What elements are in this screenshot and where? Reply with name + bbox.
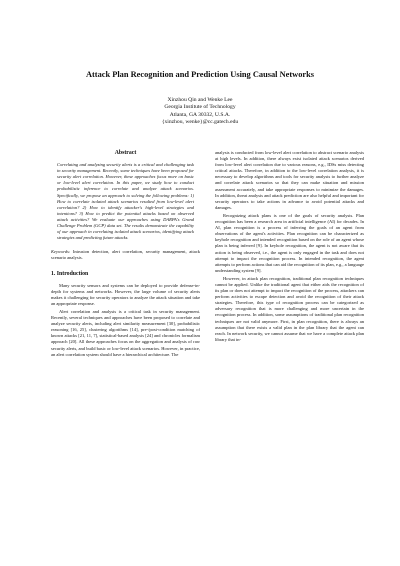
address: Atlanta, GA 30332, U.S.A.	[169, 111, 231, 118]
keywords	[51, 249, 200, 261]
section-heading-introduction: 1. Introduction	[51, 270, 89, 277]
intro-paragraph-2: Alert correlation and analysis is a critical task in security management. Recently, several techniques and approaches have been proposed to correlate and analyze security alerts, including alert similarity measurement [30], probabilistic reasoning [16, 25], clustering algorithms [14], pre-/post-condition matching of known attacks [21, 11, 7], statistical-based analysis [24] and chronicles formalism approach [20]. All these approaches focus on the aggregation and analysis of raw security alerts, and build basic or low-level attack scenarios. However, in practice, an alert correlation system should have a hierarchical architecture. The	[51, 308, 200, 357]
right-column	[215, 150, 364, 345]
email: {xinzhou, wenke}@cc.gatech.edu	[161, 119, 239, 126]
body-paragraph-3: However, in attack plan recognition, traditional plan recognition techniques cannot be applied. Unlike the traditional agent that either aids the recognition of its plan or does not attempt to impact the recognition of the process, attackers can perform activities to escape detection and avoid the recognition of their attack strategies. Therefore, this type of recognition process can be categorized as adversary recognition that is more challenging and more uncertain in the recognition process. In addition, some assumptions of traditional plan recognition techniques are not valid anymore. First, in plan recognition, there is always an assumption that there exists a valid plan in the plan library that the agent can reach. In network security, we cannot assume that we have a complete attack plan library that in-	[215, 275, 364, 342]
keywords-label: Keywords:	[51, 249, 71, 255]
affiliation: Georgia Institute of Technology	[164, 104, 236, 111]
body-paragraph-2: Recognizing attack plans is one of the goals of security analysts. Plan recognition has been a research area in artificial intelligence (AI) for decades. In AI, plan recognition is a process of inferring the goals of an agent from observations of the agent's activities. Plan recognition can be characterized as keyhole recognition and intended recognition based on the role of an agent whose plan is being inferred [9]. In keyhole recognition, the agent is not aware that its action is being observed, i.e., the agent is only engaged in the task and does not attempt to impact the recognition process. In intended recognition, the agent attempts to perform actions that can aid the recognition of its plan, e.g., a language understanding system [9].	[215, 212, 364, 273]
keywords-text: Intrusion detection, alert correlation, security management, attack scenario analysis.	[51, 249, 201, 261]
left-column	[51, 150, 200, 360]
abstract-heading: Abstract	[114, 150, 137, 156]
paper-title: Attack Plan Recognition and Prediction Using Causal Networks	[85, 70, 315, 79]
body-paragraph-1: analysis is conducted from low-level alert correlation to abstract scenario analysis at high levels. In addition, there always exist isolated attack scenarios derived from low-level alert correlation due to various reasons, e.g., IDSs miss detecting critical attacks. Therefore, in addition to the low-level correlation analysis, it is necessary to develop algorithms and tools for security analysts to further analyze and correlate attack scenarios so that they can make situation and mission assessment accurately, and take appropriate responses to minimize the damages. In addition, threat analysis and attack prediction are also helpful and important for security operators to take actions in advance to avoid potential attacks and damages.	[215, 150, 364, 210]
abstract-text: Correlating and analyzing security alerts is a critical and challenging task in security management. Recently, some techniques have been proposed for security alert correlation. However, these approaches focus more on basic or low-level alert correlation. In this paper, we study how to conduct probabilistic inference to correlate and analyze attack scenarios. Specifically, we propose an approach to solving the following problems: 1) How to correlate isolated attack scenarios resulted from low-level alert correlation? 2) How to identify attacker's high-level strategies and intentions? 3) How to predict the potential attacks based on observed attack activities? We evaluate our approaches using DARPA's Grand Challenge Problem (GCP) data set. The results demonstrate the capability of our approach in correlating isolated attack scenarios, identifying attack strategies and predicting future attacks.	[57, 162, 194, 241]
author-names: Xinzhou Qin and Wenke Lee	[167, 97, 233, 103]
intro-paragraph-1: Many security sensors and systems can be deployed to provide defense-in-depth for systems and networks. However, the large volume of security alerts makes it challenging for security operators to analyze the attack situation and take an appropriate response.	[51, 282, 200, 306]
author-block	[0, 97, 400, 127]
